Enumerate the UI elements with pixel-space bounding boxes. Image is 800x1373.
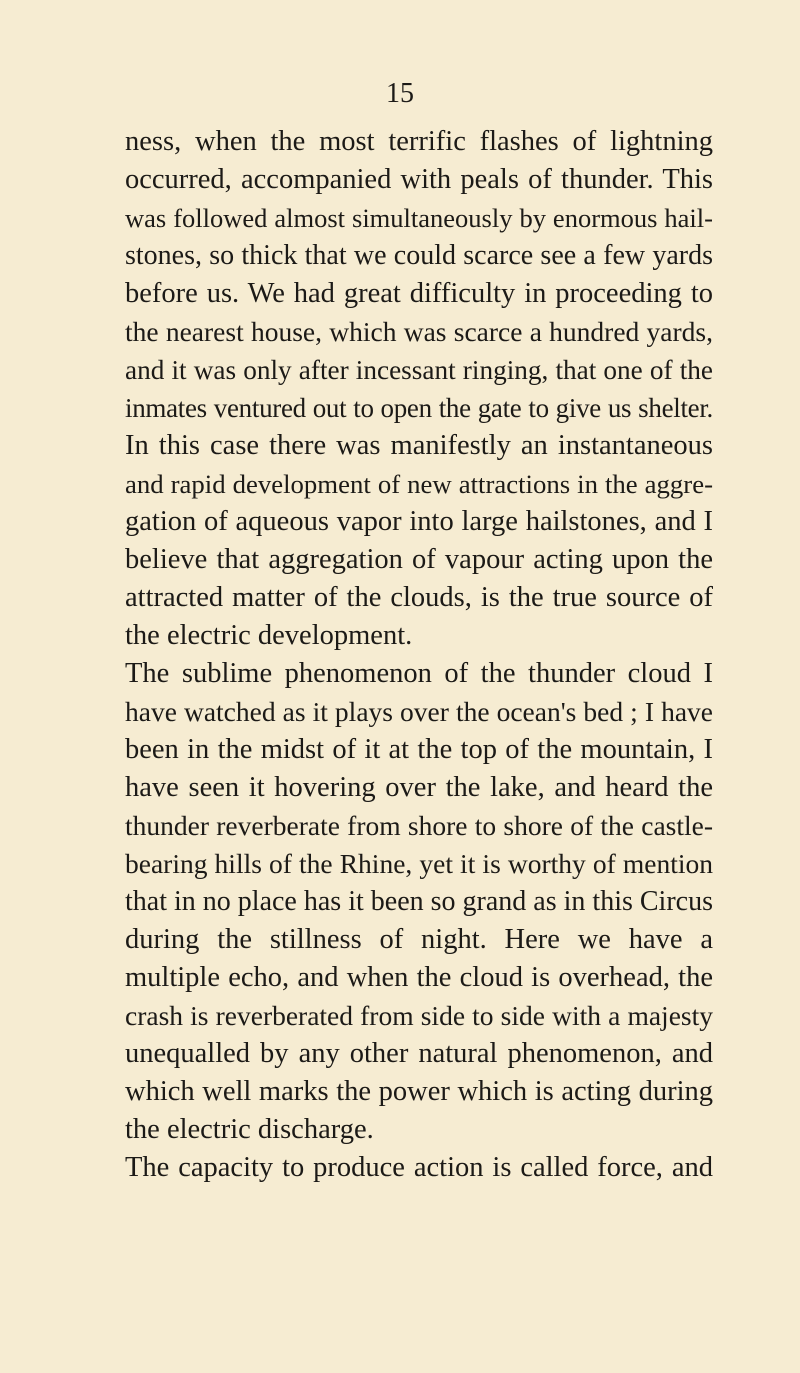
text-line: was followed almost simultaneously by enormous hail-	[125, 203, 713, 233]
text-line: stones, so thick that we could scarce see a few yards	[125, 240, 713, 271]
text-line: multiple echo, and when the cloud is overhead, the	[125, 962, 713, 993]
text-line: the electric development.	[125, 620, 413, 651]
text-line: attracted matter of the clouds, is the true source of	[125, 582, 713, 613]
text-line: thunder reverberate from shore to shore of the castle-	[125, 810, 713, 841]
text-line: the nearest house, which was scarce a hundred yards,	[125, 316, 713, 347]
text-line: bearing hills of the Rhine, yet it is worthy of mention	[125, 848, 713, 879]
text-line: occurred, accompanied with peals of thunder. This	[125, 164, 713, 195]
text-line: that in no place has it been so grand as in this Circus	[125, 886, 713, 917]
text-line: been in the midst of it at the top of the mountain, I	[125, 734, 713, 765]
page-number: 15	[386, 78, 414, 109]
text-line: The sublime phenomenon of the thunder cloud I	[125, 658, 713, 689]
body-text	[125, 123, 713, 1187]
text-line: during the stillness of night. Here we have a	[125, 924, 713, 955]
text-line: which well marks the power which is acting during	[125, 1076, 713, 1107]
text-line: In this case there was manifestly an instantaneous	[125, 430, 713, 461]
text-line: crash is reverberated from side to side with a majesty	[125, 1000, 713, 1031]
text-line: The capacity to produce action is called force, and	[125, 1152, 713, 1183]
text-line: inmates ventured out to open the gate to give us shelter.	[125, 393, 713, 423]
text-line: before us. We had great difficulty in proceeding to	[125, 278, 713, 309]
text-line: believe that aggregation of vapour acting upon the	[125, 544, 713, 575]
text-line: have watched as it plays over the ocean's bed ; I have	[125, 696, 713, 727]
text-line: the electric discharge.	[125, 1114, 374, 1145]
text-line: have seen it hovering over the lake, and heard the	[125, 772, 713, 803]
text-line: gation of aqueous vapor into large hailstones, and I	[125, 506, 713, 537]
text-line: and rapid development of new attractions in the aggre-	[125, 469, 713, 499]
text-line: ness, when the most terrific flashes of lightning	[125, 126, 713, 157]
text-line: and it was only after incessant ringing, that one of the	[125, 355, 713, 385]
text-line: unequalled by any other natural phenomenon, and	[125, 1038, 713, 1069]
